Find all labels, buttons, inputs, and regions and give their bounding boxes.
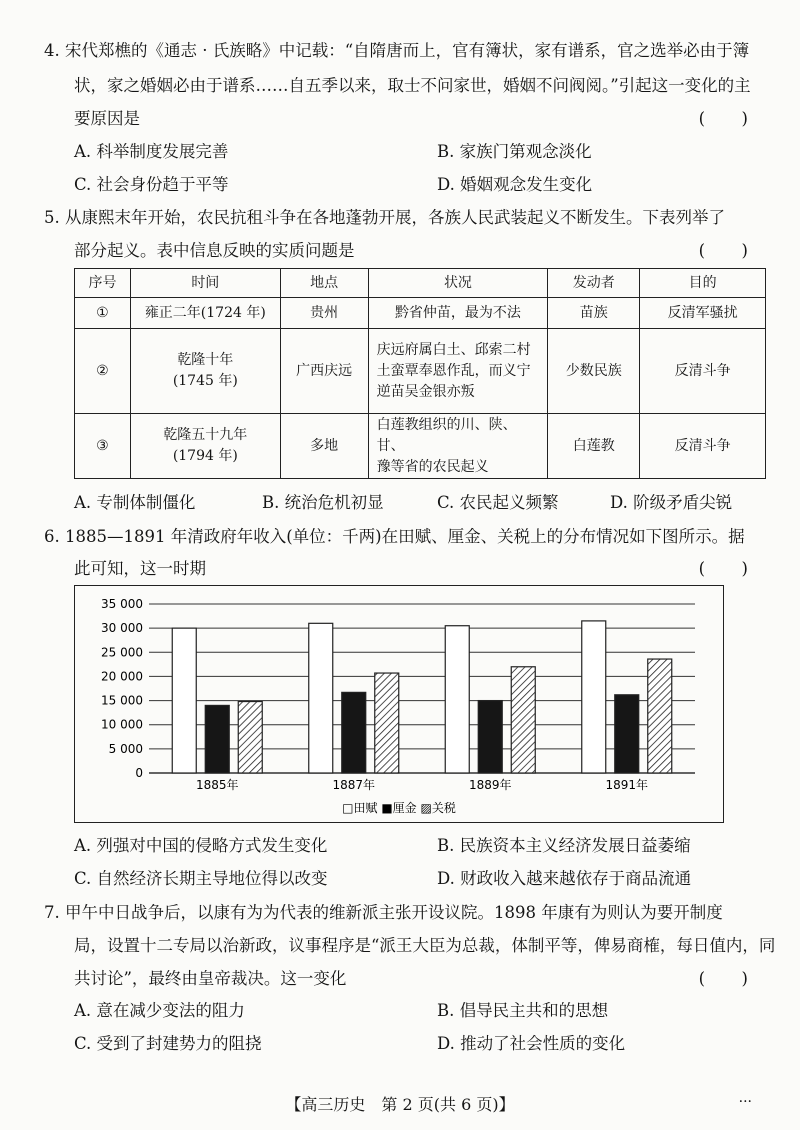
table-row [75,329,766,414]
q7-stem-line-3: 共讨论”，最终由皇帝裁决。这一变化 [74,969,347,988]
q6-answer-paren: ( ) [698,559,758,578]
table-cell-status [368,414,548,479]
q5-option-d: D. 阶级矛盾尖锐 [610,493,733,512]
table-cell-no: ③ [75,414,131,479]
chart-y-tick-label: 30 000 [101,621,143,636]
chart-bar-black [615,695,639,773]
chart-bar-hatched [238,702,262,773]
chart-y-tick-label: 5 000 [108,741,143,756]
table-row [75,298,766,329]
chart-legend: □田赋 ■厘金 ▨关税 [342,801,456,815]
table-cell-goal: 反清斗争 [640,414,766,479]
q6-stem-line-1: 6. 1885—1891 年清政府年收入(单位：千两)在田赋、厘金、关税上的分布情况如下图所示。据 [44,527,745,546]
table-cell-time [130,329,280,414]
q4-option-a: A. 科举制度发展完善 [74,142,229,161]
q4-option-c: C. 社会身份趋于平等 [74,175,229,194]
table-header-cell: 时间 [130,269,280,298]
table-header-cell: 地点 [280,269,368,298]
q4-stem-line-2: 状，家之婚姻必由于谱系……自五季以来，取士不问家世，婚姻不问阀阅。”引起这一变化的主 [74,76,751,95]
chart-bar-white [582,621,606,773]
time-line: (1794 年) [172,448,238,464]
table-cell-no: ① [75,298,131,329]
table-cell-actor: 少数民族 [548,329,640,414]
table-header-cell: 发动者 [548,269,640,298]
chart-x-tick-label: 1887年 [332,778,376,792]
status-line: 豫等省的农民起义 [376,458,489,475]
status-line: 逆苗吴金银亦叛 [376,383,475,400]
table-cell-goal: 反清军骚扰 [640,298,766,329]
q6-option-a: A. 列强对中国的侵略方式发生变化 [74,836,328,855]
chart-x-tick-label: 1885年 [195,778,239,792]
chart-y-tick-label: 10 000 [101,717,143,732]
table-cell-actor: 苗族 [548,298,640,329]
status-line: 土蛮覃奉恩作乱，而义宁 [376,362,531,379]
table-header-cell: 状况 [368,269,548,298]
table-cell-status [368,329,548,414]
table-cell-time [130,414,280,479]
table-cell-time: 雍正二年(1724 年) [130,298,280,329]
q7-option-c: C. 受到了封建势力的阻挠 [74,1034,262,1053]
chart-y-tick-label: 15 000 [101,693,143,708]
table-cell-place: 多地 [280,414,368,479]
revenue-chart [74,585,724,823]
q4-option-b: B. 家族门第观念淡化 [437,142,592,161]
chart-bar-black [478,701,502,773]
q4-stem-line-3: 要原因是 [74,109,140,128]
chart-x-tick-label: 1889年 [468,778,512,792]
page-footer: 【高三历史 第 2 页(共 6 页)】 [285,1095,515,1114]
chart-x-ticks [196,777,648,792]
chart-bar-hatched [511,667,535,773]
chart-y-tick-label: 0 [135,766,143,780]
chart-bar-white [445,626,469,773]
q6-option-b: B. 民族资本主义经济发展日益萎缩 [437,836,691,855]
chart-bar-white [309,623,333,773]
time-line: 乾隆五十九年 [163,427,248,443]
q5-stem-line-2: 部分起义。表中信息反映的实质问题是 [74,241,355,260]
time-line: 乾隆十年 [177,352,234,368]
table-header-row [75,269,766,298]
chart-y-tick-label: 25 000 [101,645,143,660]
chart-bar-hatched [648,659,672,773]
q5-answer-paren: ( ) [698,241,758,260]
status-line: 庆远府属白土、邱索二村 [376,341,531,358]
chart-bar-hatched [375,673,399,773]
chart-grid [149,604,695,773]
chart-bars [172,621,672,773]
table-cell-actor: 白莲教 [548,414,640,479]
chart-x-tick-label: 1891年 [605,778,649,792]
q5-option-c: C. 农民起义频繁 [437,493,559,512]
corner-mark: ··· [738,1094,752,1110]
uprising-table [74,268,766,479]
chart-y-tick-label: 35 000 [101,597,143,611]
table-cell-goal: 反清斗争 [640,329,766,414]
table-cell-no: ② [75,329,131,414]
status-line: 白莲教组织的川、陕、甘、 [376,416,517,454]
q7-stem-line-2: 局，设置十二专局以治新政，议事程序是“派王大臣为总裁，体制平等，俾易商榷，每日值内，同 [74,936,776,955]
table-header-cell: 目的 [640,269,766,298]
chart-bar-black [342,692,366,773]
q6-option-c: C. 自然经济长期主导地位得以改变 [74,869,328,888]
chart-y-tick-label: 20 000 [101,669,143,684]
q7-answer-paren: ( ) [698,969,758,988]
table-row [75,414,766,479]
q7-option-b: B. 倡导民主共和的思想 [437,1001,609,1020]
q7-option-a: A. 意在减少变法的阻力 [74,1001,245,1020]
table-cell-place: 贵州 [280,298,368,329]
q4-option-d: D. 婚姻观念发生变化 [437,175,593,194]
q4-answer-paren: ( ) [698,109,758,128]
q4-stem-line-1: 4. 宋代郑樵的《通志 · 氏族略》中记载：“自隋唐而上，官有簿状，家有谱系，官之选举必由于簿 [44,41,750,60]
time-line: (1745 年) [172,373,238,389]
revenue-chart-svg [75,586,723,822]
chart-bar-white [172,628,196,773]
chart-bar-black [205,705,229,773]
chart-y-ticks [101,597,143,780]
q5-option-b: B. 统治危机初显 [262,493,384,512]
q6-stem-line-2: 此可知，这一时期 [74,559,206,578]
q7-stem-line-1: 7. 甲午中日战争后，以康有为为代表的维新派主张开设议院。1898 年康有为则认为要开制度 [44,903,723,922]
table-cell-status: 黔省仲苗，最为不法 [368,298,548,329]
table-header-cell: 序号 [75,269,131,298]
q5-stem-line-1: 5. 从康熙末年开始，农民抗租斗争在各地蓬勃开展，各族人民武装起义不断发生。下表列举了 [44,208,725,227]
q5-option-a: A. 专制体制僵化 [74,493,196,512]
q7-option-d: D. 推动了社会性质的变化 [437,1034,626,1053]
table-cell-place: 广西庆远 [280,329,368,414]
q6-option-d: D. 财政收入越来越依存于商品流通 [437,869,692,888]
